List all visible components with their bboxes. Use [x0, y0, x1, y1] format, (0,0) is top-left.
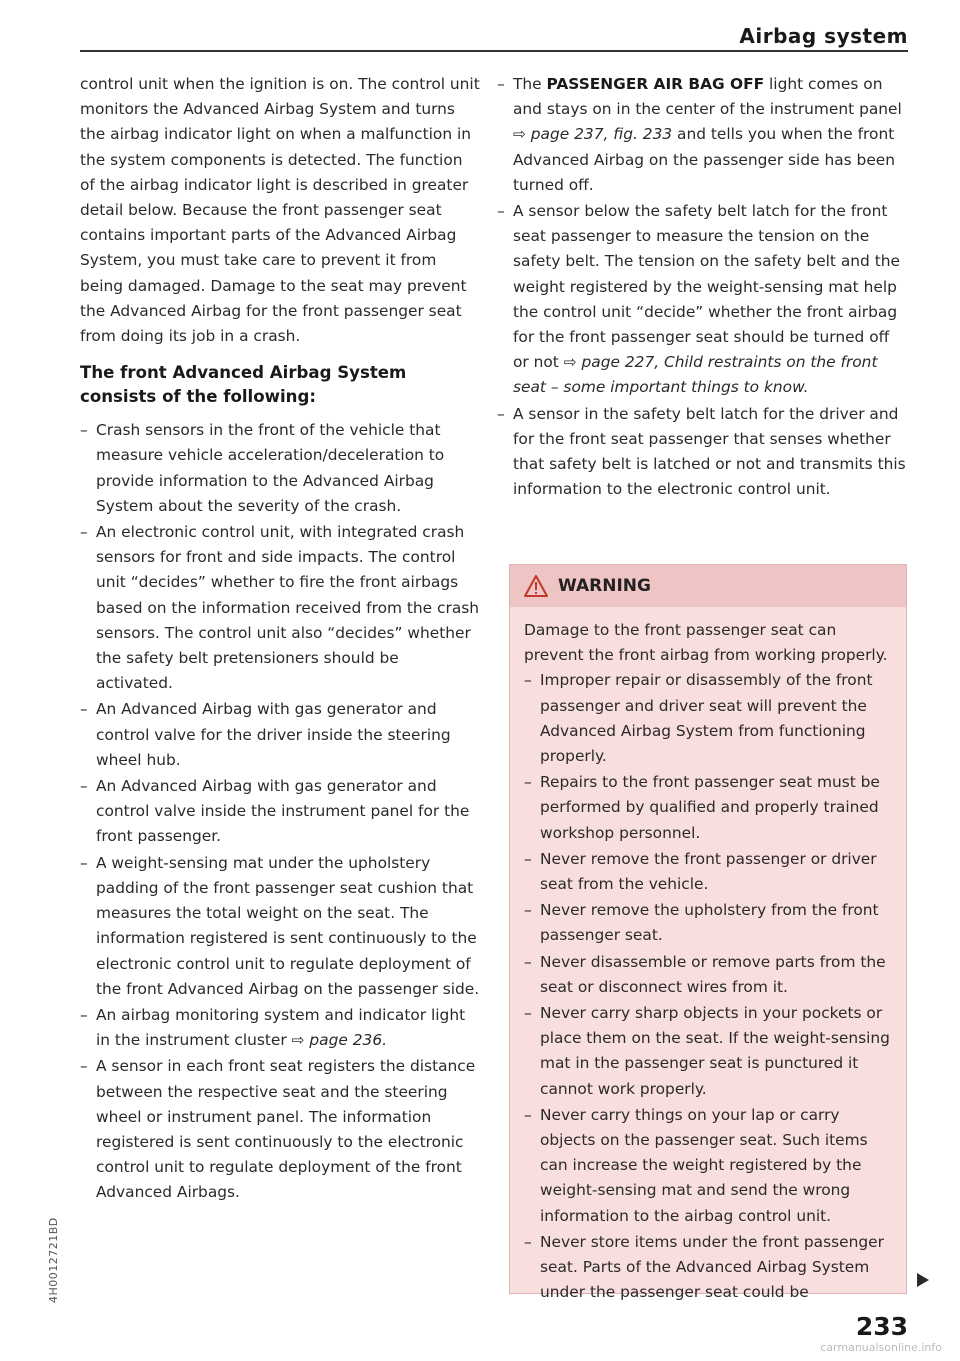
warning-item: – Never disassemble or remove parts from the seat or disconnect wires from it. [524, 950, 892, 1000]
warning-item: – Never remove the upholstery from the front passenger seat. [524, 898, 892, 948]
left-column [80, 72, 480, 1207]
warning-intro: Damage to the front passenger seat can prevent the front airbag from working properly. [524, 621, 888, 665]
list-item [497, 72, 907, 198]
watermark: carmanualsonline.info [820, 1341, 942, 1354]
list-item: – A sensor in each front seat registers the distance between the respective seat and the steering wheel or instrument panel. The information registered is sent continuously to the electronic control unit to regulate deployment of the front Advanced Airbags. [80, 1054, 480, 1205]
warning-item: – Never remove the front passenger or driver seat from the vehicle. [524, 847, 892, 897]
warning-item: – Never carry sharp objects in your pockets or place them on the seat. If the weight-sensing mat in the passenger seat is punctured it cannot work properly. [524, 1001, 892, 1102]
page-header-title: Airbag system [739, 24, 908, 48]
list-item: – A sensor in the safety belt latch for the driver and for the front seat passenger that senses whether that safety belt is latched or not and transmits this information to the electronic control unit. [497, 402, 907, 503]
page-number: 233 [855, 1312, 908, 1341]
warning-header [510, 565, 906, 607]
continue-arrow-icon[interactable] [916, 1272, 930, 1288]
warning-item: – Repairs to the front passenger seat must be performed by qualified and properly trained workshop personnel. [524, 770, 892, 846]
list-item [497, 199, 907, 401]
section-heading: The front Advanced Airbag System consists of the following: [80, 363, 407, 407]
list-item: – Crash sensors in the front of the vehicle that measure vehicle acceleration/deceleration to provide information to the Advanced Airbag System about the severity of the crash. [80, 418, 480, 519]
page-reference-link[interactable]: ⇨ page 227, Child restraints on the front seat – some important things to know. [513, 353, 878, 397]
warning-item: – Never store items under the front passenger seat. Parts of the Advanced Airbag System under the passenger seat could be [524, 1230, 892, 1306]
components-list [80, 418, 480, 1205]
warning-body [510, 607, 906, 1305]
list-item: – An Advanced Airbag with gas generator and control valve inside the instrument panel for the front passenger. [80, 774, 480, 850]
list-item-text: An airbag monitoring system and indicator light in the instrument cluster [96, 1005, 466, 1050]
list-item-text: The [513, 75, 547, 93]
indicator-name: PASSENGER AIR BAG OFF [546, 75, 765, 93]
warning-box [509, 564, 907, 1302]
list-item-text: and tells you when the front Advanced Airbag on the passenger side has been turned off. [513, 125, 896, 194]
list-item [80, 1003, 480, 1053]
intro-paragraph: control unit when the ignition is on. The control unit monitors the Advanced Airbag System and turns the airbag indicator light on when a malfunction in the system components is detected. The function of the airbag indicator light is described in greater detail below. Because the front passenger seat contains important parts of the Advanced Airbag System, you must take care to prevent it from being damaged. Damage to the seat may prevent the Advanced Airbag for the front passenger seat from doing its job in a crash. [80, 75, 480, 346]
warning-item: – Never carry things on your lap or carry objects on the passenger seat. Such items can increase the weight registered by the weight-sensing mat and send the wrong information to the airbag control unit. [524, 1103, 892, 1229]
warning-triangle-icon [524, 575, 548, 597]
list-item: – A weight-sensing mat under the upholstery padding of the front passenger seat cushion that measures the total weight on the seat. The information registered is sent continuously to the electronic control unit to regulate deployment of the front Advanced Airbag on the passenger side. [80, 851, 480, 1002]
list-item: – An electronic control unit, with integrated crash sensors for front and side impacts. The control unit “decides” whether to fire the front airbags based on the information received from the crash sensors. The control unit also “decides” whether the safety belt pretensioners should be activated. [80, 520, 480, 696]
warning-item: – Improper repair or disassembly of the front passenger and driver seat will prevent the Advanced Airbag System from functioning properly. [524, 668, 892, 769]
list-item: – An Advanced Airbag with gas generator and control valve for the driver inside the steering wheel hub. [80, 697, 480, 773]
page-reference-link[interactable]: ⇨ page 236. [291, 1031, 388, 1050]
document-code: 4H0012721BD [47, 1217, 60, 1303]
page-reference-link[interactable]: ⇨ page 237, fig. 233 [513, 125, 673, 144]
warning-title: WARNING [558, 576, 651, 596]
right-column [497, 72, 907, 503]
list-item-text: A sensor below the safety belt latch for the front seat passenger to measure the tension on the safety belt. The tension on the safety belt and the weight registered by the weight-sensing mat help the control unit “decide” whether the front airbag for the front passenger seat should be turned off or not [513, 202, 900, 372]
header-rule [80, 50, 908, 52]
components-list-continued [497, 72, 907, 502]
list-item-text: light comes on and stays on in the center of the instrument panel [513, 75, 902, 119]
warning-list [524, 668, 892, 1305]
